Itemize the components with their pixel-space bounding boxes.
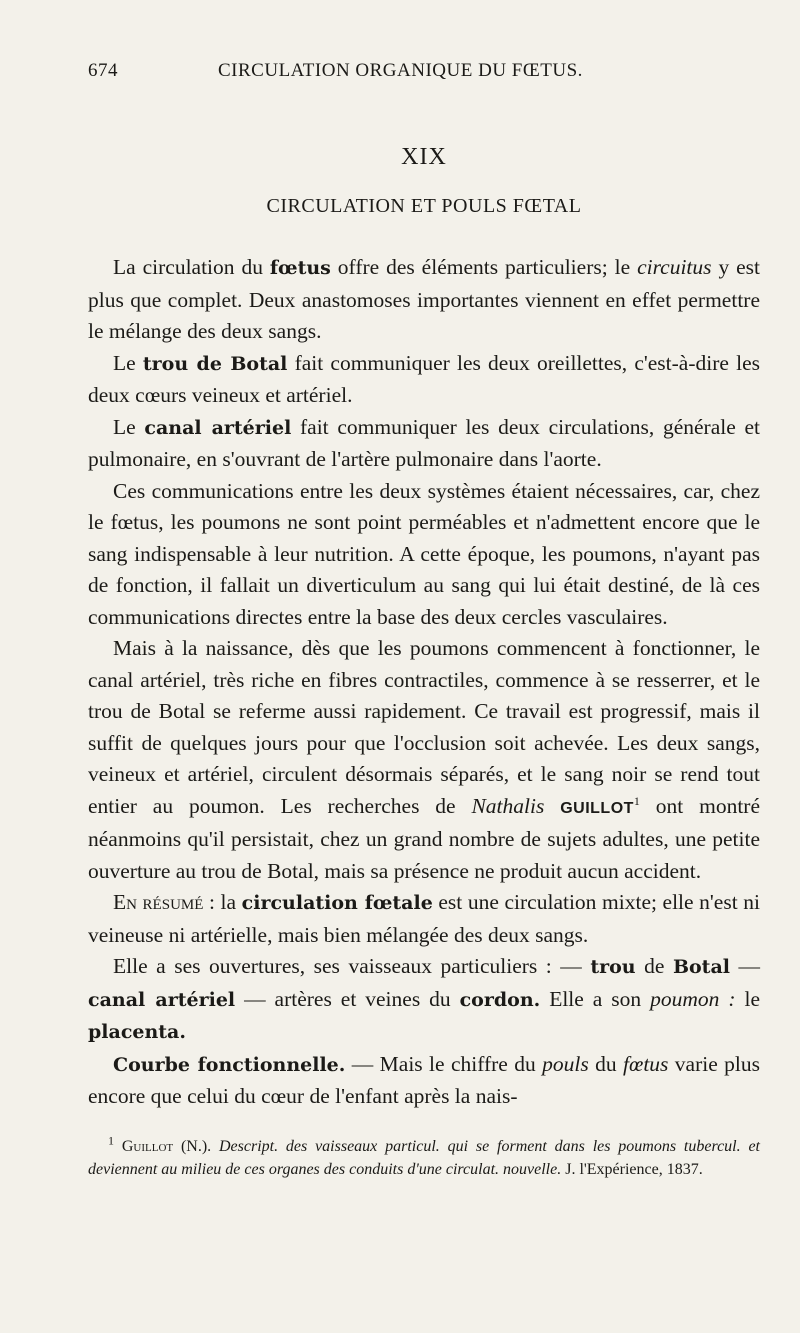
text-span: — — [729, 954, 761, 978]
italic-term: pouls — [542, 1051, 589, 1076]
text-span: Elle a ses ouvertures, ses vaisseaux particuliers : — — [113, 954, 591, 978]
body-text — [88, 252, 760, 1113]
running-title: CIRCULATION ORGANIQUE DU FŒTUS. — [218, 60, 583, 81]
text-span: J. l'Expérience, 1837. — [561, 1160, 703, 1178]
text-span: (N.). — [173, 1137, 219, 1155]
paragraph-6 — [88, 887, 760, 951]
italic-name: Nathalis — [471, 793, 545, 818]
text-span: La circulation du — [113, 255, 270, 279]
bold-term: canal artériel — [88, 988, 236, 1011]
text-span: offre des éléments particuliers; le — [330, 255, 638, 279]
text-span: fait communiquer les deux oreillettes, c'est-à-dire les deux cœurs veineux et artériel. — [88, 350, 760, 407]
bold-term: trou de Botal — [142, 352, 288, 375]
bold-heading: Courbe fonctionnelle. — [113, 1053, 346, 1076]
text-span: y est plus que complet. Deux anastomoses importantes viennent en effet permettre le mélange des deux sangs. — [88, 255, 760, 343]
bold-term: trou — [590, 956, 636, 978]
paragraph-8 — [88, 1049, 760, 1113]
paragraph-7 — [88, 951, 760, 1049]
running-header — [88, 60, 760, 82]
bold-term: circulation fœtale — [241, 892, 433, 914]
text-span: — artères et veines du — [235, 986, 460, 1011]
bold-term: placenta. — [88, 1021, 186, 1043]
footnote-title: Descript. des vaisseaux particul. qui se forment dans les poumons tubercul. et deviennent au milieu de ces organes des conduits d'une circulat. nouvelle. — [88, 1137, 761, 1178]
bold-term: fœtus — [269, 257, 331, 279]
bold-term: cordon. — [459, 988, 541, 1011]
text-span: Mais à la naissance, dès que les poumons commencent à fonctionner, le canal artériel, très riche en fibres contractiles, commence à se resserrer, et le trou de Botal se referme aussi rapidement. Ce travail est progressif, mais il suffit de quelques jours pour que l'occlusion soit achevée. Les deux sangs, veineux et artériel, circulent désormais séparés, et le sang noir se rend tout entier au poumon. Les recherches de — [88, 636, 760, 818]
paragraph-3 — [88, 412, 760, 476]
paragraph-1 — [88, 252, 760, 348]
text-span: de — [635, 954, 673, 978]
text-span: : la — [203, 890, 242, 914]
author-name: GUILLOT — [560, 799, 634, 817]
text-span: Le — [113, 414, 145, 439]
footnote — [88, 1135, 760, 1181]
paragraph-2 — [88, 348, 760, 412]
text-span: Le — [113, 350, 143, 375]
paragraph-4: Ces communications entre les deux systèmes étaient nécessaires, car, chez le fœtus, les poumons ne sont point perméables et n'admettent encore que le sang indispensable à leur nutrition. A cette époque, les poumons, n'ayant pas de fonction, il fallait un diverticulum au sang qui lui était destiné, de là ces communications directes entre la base des deux cercles vasculaires. — [88, 478, 760, 629]
footnote-author: Guillot — [121, 1137, 174, 1155]
chapter-title: CIRCULATION ET POULS FŒTAL — [266, 195, 582, 217]
footnote-ref: 1 — [633, 793, 640, 808]
text-span: Elle a son — [540, 986, 651, 1011]
text-span: varie plus encore que celui du cœur de l'enfant après la nais- — [88, 1051, 761, 1108]
chapter-number: XIX — [401, 144, 447, 170]
italic-term: circuitus — [637, 255, 712, 279]
text-span: est une circulation mixte; elle n'est ni veineuse ni artérielle, mais bien mélangée des deux sangs. — [88, 890, 760, 947]
text-span: — Mais le chiffre du — [345, 1051, 543, 1076]
text-span: le — [735, 986, 760, 1011]
paragraph-5 — [88, 633, 760, 887]
bold-term: Botal — [672, 956, 730, 978]
bold-term: canal artériel — [144, 416, 292, 439]
footnote-mark: 1 — [108, 1133, 114, 1148]
summary-label: En résumé — [113, 890, 204, 914]
text-span: ont montré néanmoins qu'il persistait, chez un grand nombre de sujets adultes, une petite ouverture au trou de Botal, mais sa présence ne produit aucun accident. — [88, 793, 761, 883]
italic-term: fœtus — [623, 1051, 669, 1076]
text-span: fait communiquer les deux circulations, générale et pulmonaire, en s'ouvrant de l'artère pulmonaire dans l'aorte. — [88, 414, 761, 471]
italic-term: poumon : — [650, 986, 736, 1011]
page-number: 674 — [88, 60, 118, 81]
text-span: du — [588, 1051, 624, 1076]
